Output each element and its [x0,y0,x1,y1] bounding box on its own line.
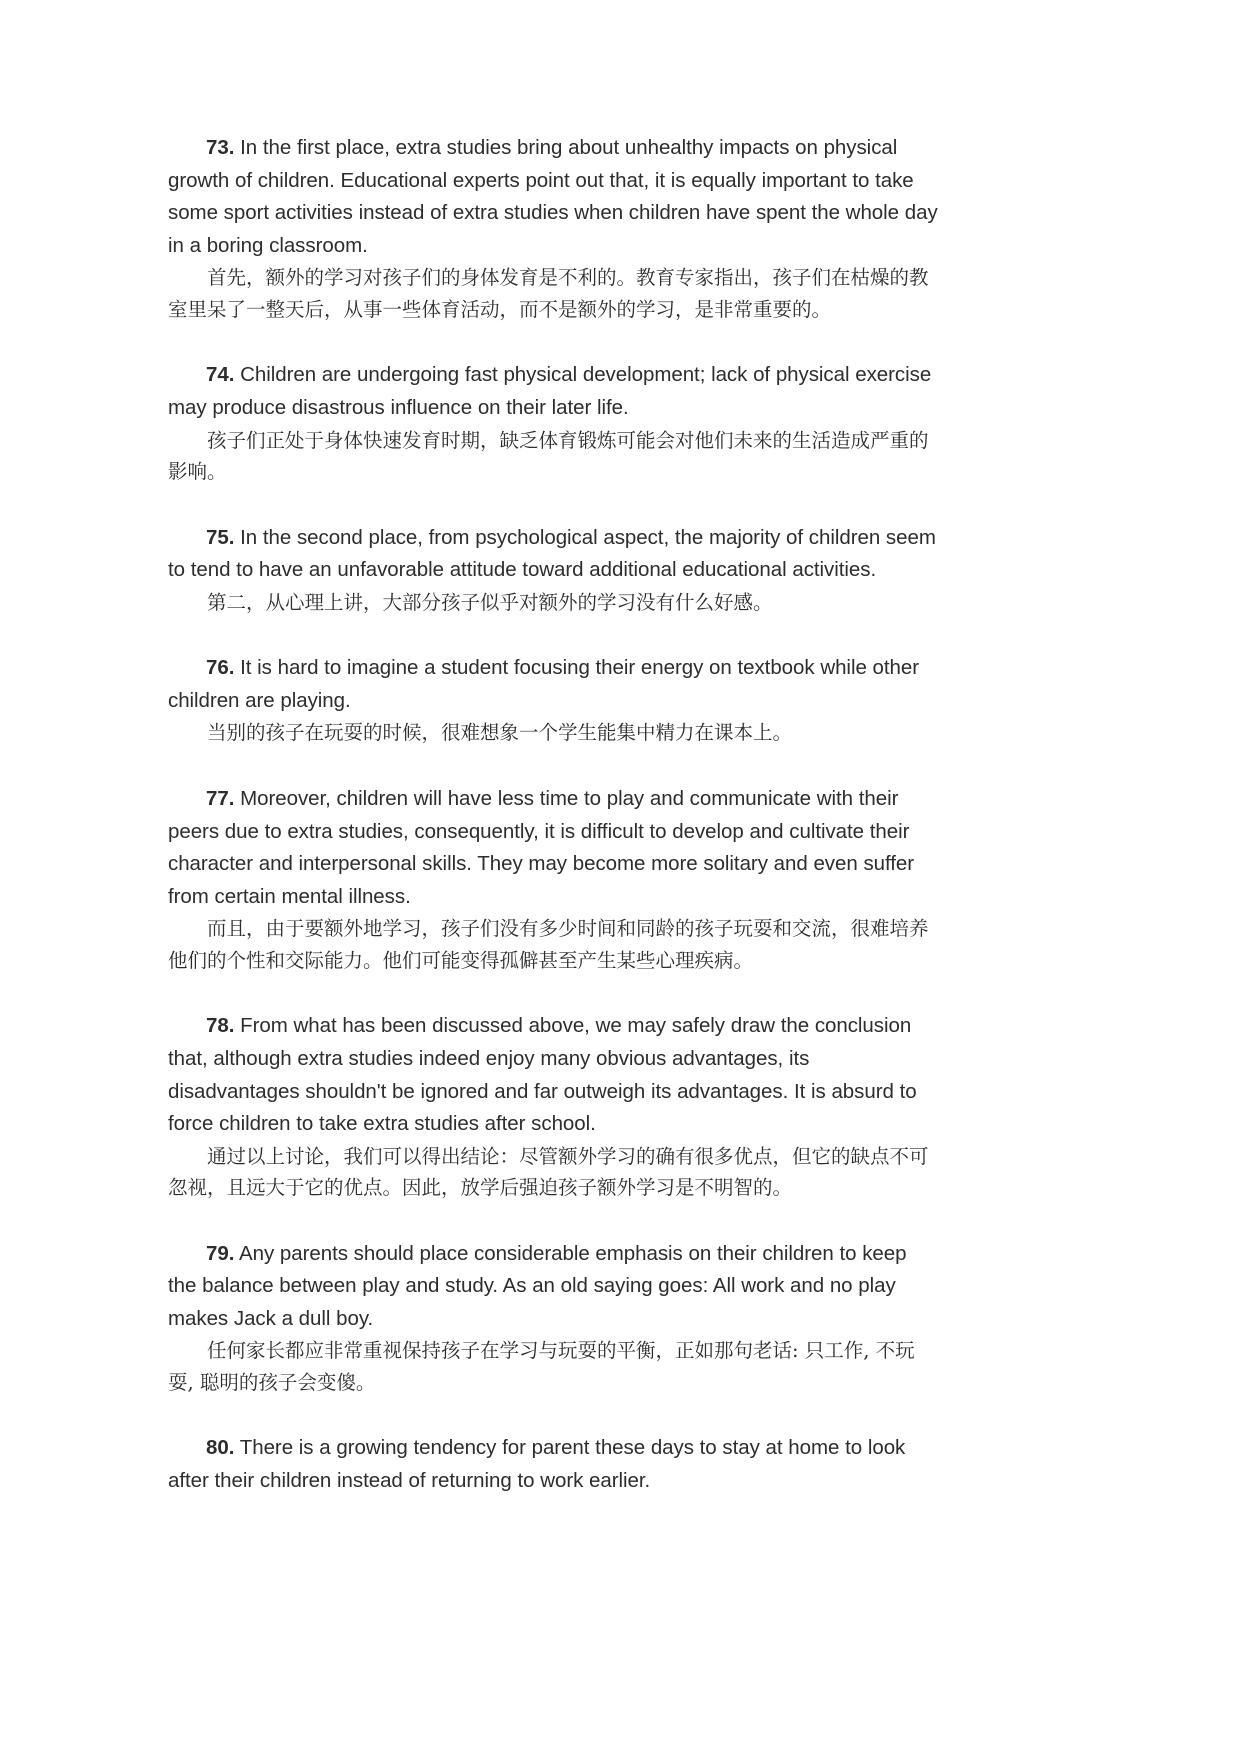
sentence-number-80: 80. [206,1436,235,1460]
sentence-entry-78 [168,1010,940,1203]
english-text-73: In the first place, extra studies bring about unhealthy impacts on physical growth of children. Educational experts point out that, it is equally important to take some sport activities instead of extra studies when children have spent the whole day in a boring classroom. [168,136,938,257]
sentence-entry-76 [168,652,940,749]
sentence-entry-77 [168,783,940,976]
chinese-translation-79: 任何家长都应非常重视保持孩子在学习与玩耍的平衡，正如那句老话: 只工作, 不玩耍, 聪明的孩子会变傻。 [168,1339,915,1394]
english-text-76: It is hard to imagine a student focusing their energy on textbook while other children are playing. [168,656,920,712]
english-sentence-77 [168,783,940,913]
english-text-77: Moreover, children will have less time to play and communicate with their peers due to extra studies, consequently, it is difficult to develop and cultivate their character and interpersonal skills. They may become more solitary and even suffer from certain mental illness. [168,786,915,908]
chinese-translation-77: 而且，由于要额外地学习，孩子们没有多少时间和同龄的孩子玩耍和交流，很难培养他们的个性和交际能力。他们可能变得孤僻甚至产生某些心理疾病。 [168,917,929,972]
english-sentence-78 [168,1010,940,1140]
sentence-entry-80 [168,1432,940,1497]
sentence-entry-75 [168,522,940,619]
english-sentence-79 [168,1238,940,1336]
chinese-translation-75: 第二，从心理上讲，大部分孩子似乎对额外的学习没有什么好感。 [207,590,773,614]
english-sentence-76 [168,652,940,717]
english-text-78: From what has been discussed above, we may safely draw the conclusion that, although extra studies indeed enjoy many obvious advantages, its disadvantages shouldn't be ignored and far outweigh its advantages. It is absurd to force children to take extra studies after school. [168,1014,917,1136]
english-sentence-80 [168,1432,940,1497]
chinese-translation-78: 通过以上讨论，我们可以得出结论：尽管额外学习的确有很多优点，但它的缺点不可忽视，且远大于它的优点。因此，放学后强迫孩子额外学习是不明智的。 [168,1144,929,1200]
sentence-entry-74 [168,359,940,487]
english-sentence-73 [168,132,940,262]
sentence-number-73: 73. [206,136,235,159]
english-sentence-75 [168,522,940,587]
chinese-translation-76: 当别的孩子在玩耍的时候，很难想象一个学生能集中精力在课本上。 [207,721,793,745]
sentence-number-78: 78. [206,1014,235,1038]
chinese-translation-74: 孩子们正处于身体快速发育时期，缺乏体育锻炼可能会对他们未来的生活造成严重的影响。 [168,428,929,484]
chinese-translation-73: 首先，额外的学习对孩子们的身体发育是不利的。教育专家指出，孩子们在枯燥的教室里呆了一整天后，从事一些体育活动，而不是额外的学习，是非常重要的。 [168,266,929,321]
sentence-number-77: 77. [206,786,235,810]
sentence-entry-73 [168,132,940,325]
english-text-75: In the second place, from psychological aspect, the majority of children seem to tend to have an unfavorable attitude toward additional educational activities. [168,525,936,582]
sentence-number-75: 75. [206,525,235,549]
sentence-number-79: 79. [206,1241,235,1265]
sentence-number-76: 76. [206,656,235,680]
english-text-80: There is a growing tendency for parent these days to stay at home to look after their children instead of returning to work earlier. [168,1436,906,1493]
english-sentence-74 [168,359,940,424]
sentence-entry-79 [168,1238,940,1399]
english-text-79: Any parents should place considerable emphasis on their children to keep the balance between play and study. As an old saying goes: All work and no play makes Jack a dull boy. [168,1241,907,1330]
sentence-number-74: 74. [206,363,235,387]
document-body [168,132,940,1498]
english-text-74: Children are undergoing fast physical development; lack of physical exercise may produce disastrous influence on their later life. [168,363,932,419]
